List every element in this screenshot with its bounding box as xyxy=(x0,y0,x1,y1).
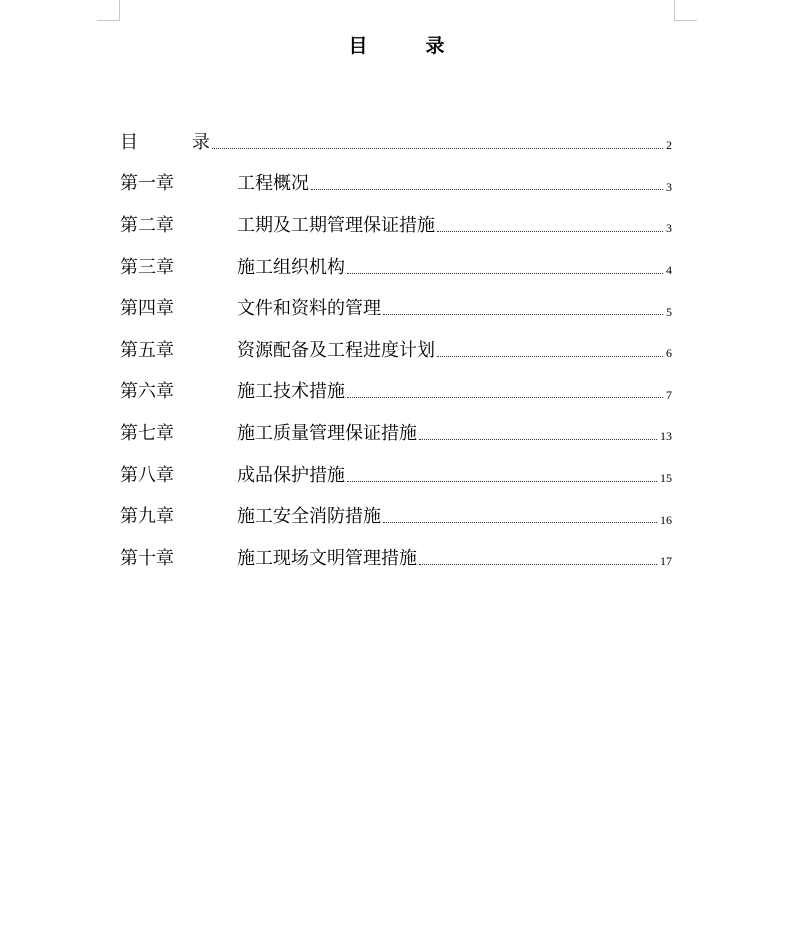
toc-chapter-label: 第五章 xyxy=(120,339,174,361)
toc-dot-leader xyxy=(437,230,663,232)
toc-page-number: 16 xyxy=(660,512,672,527)
page-title-char-2: 录 xyxy=(425,35,445,57)
toc-page-number: 3 xyxy=(666,221,672,236)
toc-entry-contents-char-2: 录 xyxy=(192,131,210,153)
toc-chapter-label: 第一章 xyxy=(120,173,174,195)
toc-entry-title: 施工现场文明管理措施 xyxy=(237,547,417,569)
page-corner-mark-top-left xyxy=(97,0,120,21)
toc-dot-leader xyxy=(311,188,663,190)
toc-dot-leader xyxy=(383,313,663,315)
toc-page-number: 3 xyxy=(666,179,672,194)
toc-page-number: 7 xyxy=(666,387,672,402)
toc-entry-contents[interactable] xyxy=(120,120,672,162)
toc-entry[interactable] xyxy=(120,494,672,536)
toc-page-number: 6 xyxy=(666,346,672,361)
toc-entry-title: 施工技术措施 xyxy=(237,381,345,403)
toc-entry-title: 工程概况 xyxy=(237,173,309,195)
toc-dot-leader xyxy=(437,355,663,357)
toc-dot-leader xyxy=(347,480,657,482)
toc-entry[interactable] xyxy=(120,286,672,328)
toc-entry[interactable] xyxy=(120,245,672,287)
toc-entry-title: 施工安全消防措施 xyxy=(237,506,381,528)
toc-entry-title: 工期及工期管理保证措施 xyxy=(237,214,435,236)
toc-page-number: 4 xyxy=(666,263,672,278)
toc-entry-title: 施工组织机构 xyxy=(237,256,345,278)
toc-entry-title: 文件和资料的管理 xyxy=(237,298,381,320)
toc-dot-leader xyxy=(347,396,663,398)
toc-entry[interactable] xyxy=(120,411,672,453)
toc-dot-leader xyxy=(383,521,657,523)
toc-page-number: 5 xyxy=(666,304,672,319)
page-title-char-1: 目 xyxy=(348,35,368,57)
toc-chapter-label: 第七章 xyxy=(120,422,174,444)
toc-chapter-label: 第三章 xyxy=(120,256,174,278)
toc-chapter-label: 第二章 xyxy=(120,214,174,236)
toc-entry-title: 成品保护措施 xyxy=(237,464,345,486)
page-corner-mark-top-right xyxy=(674,0,697,21)
toc-dot-leader xyxy=(347,272,663,274)
toc-chapter-label: 第九章 xyxy=(120,506,174,528)
toc-entry[interactable] xyxy=(120,536,672,578)
toc-entry-title: 资源配备及工程进度计划 xyxy=(237,339,435,361)
toc-dot-leader xyxy=(419,563,657,565)
toc-entry[interactable] xyxy=(120,370,672,412)
toc-page-number: 15 xyxy=(660,471,672,486)
toc-dot-leader xyxy=(419,438,657,440)
toc-entry[interactable] xyxy=(120,328,672,370)
toc-entry[interactable] xyxy=(120,453,672,495)
toc-page-number: 13 xyxy=(660,429,672,444)
page-title xyxy=(0,31,793,58)
toc-chapter-label: 第四章 xyxy=(120,298,174,320)
toc-chapter-label: 第八章 xyxy=(120,464,174,486)
table-of-contents xyxy=(120,120,672,578)
toc-entry[interactable] xyxy=(120,203,672,245)
toc-entry-title: 施工质量管理保证措施 xyxy=(237,422,417,444)
toc-page-number: 2 xyxy=(666,138,672,153)
toc-chapter-label: 第十章 xyxy=(120,547,174,569)
toc-chapter-label: 第六章 xyxy=(120,381,174,403)
toc-entry-contents-char-1: 目 xyxy=(120,131,138,153)
toc-page-number: 17 xyxy=(660,554,672,569)
toc-entry[interactable] xyxy=(120,162,672,204)
toc-dot-leader xyxy=(212,147,663,149)
